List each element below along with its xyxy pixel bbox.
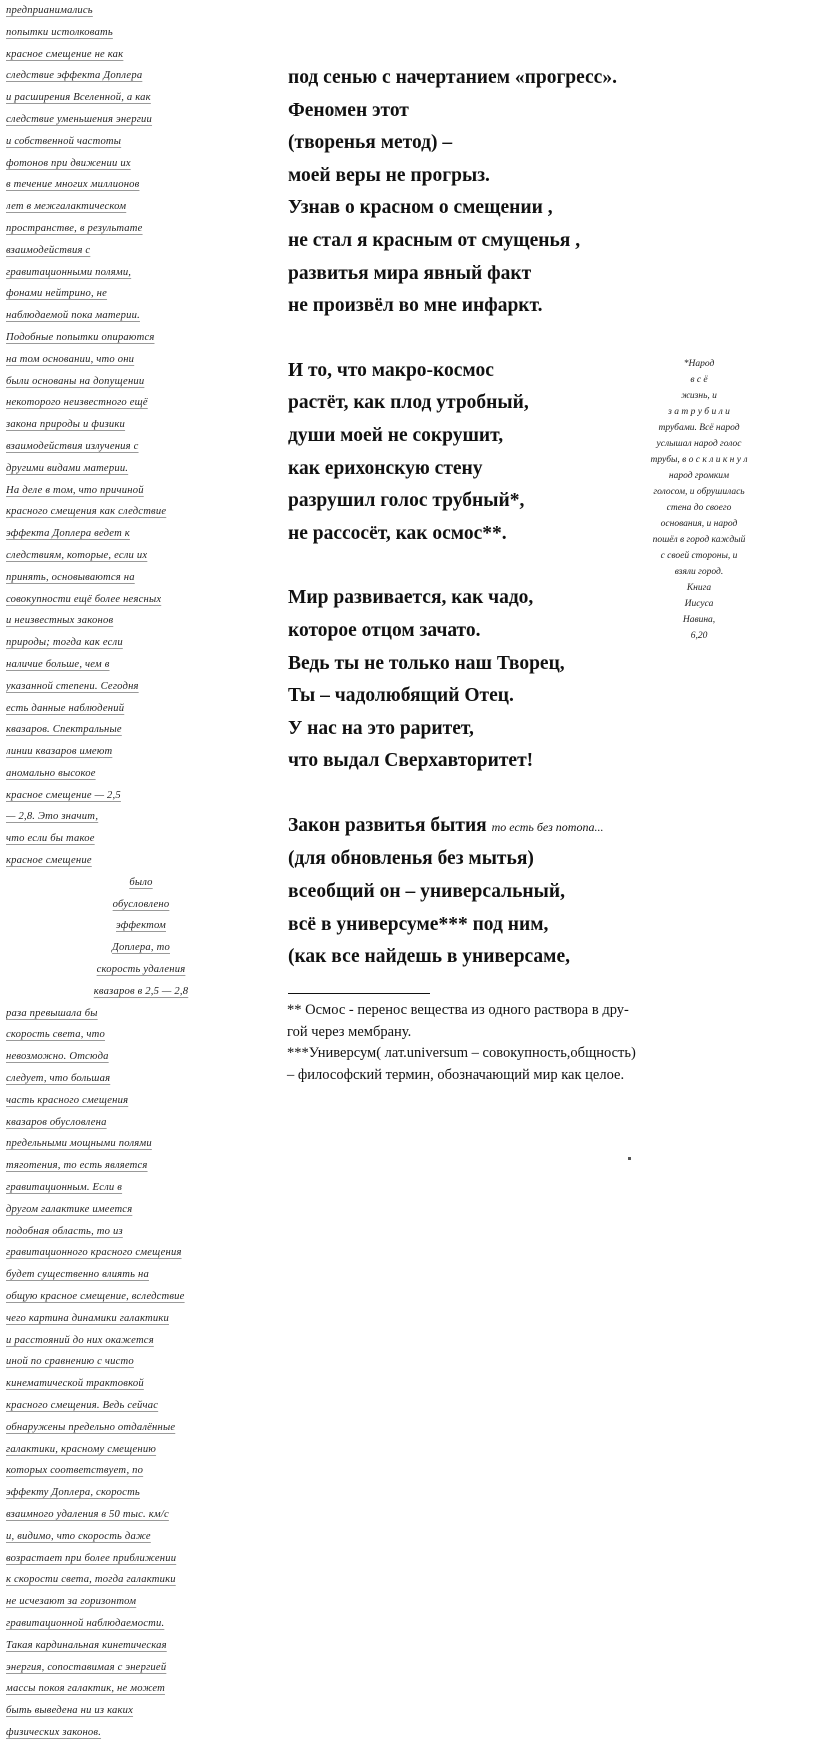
handwritten-line: наблюдаемой пока материи.	[6, 310, 140, 322]
handwritten-line: пространстве, в результате	[6, 222, 143, 234]
poem-line: моей веры не прогрыз.	[288, 164, 490, 186]
handwritten-line: есть данные наблюдений	[6, 702, 125, 714]
circle-note-line: трубами. Всё народ	[658, 423, 740, 433]
poem-line	[288, 810, 728, 844]
handwritten-line: кинематической трактовкой	[6, 1378, 144, 1390]
handwritten-line: которых соответствует, по	[6, 1465, 144, 1477]
handwritten-line: другими видами материи.	[6, 462, 129, 474]
handwritten-line: галактики, красному смещению	[6, 1443, 157, 1455]
handwritten-line: следует, что большая	[6, 1073, 111, 1085]
footnote-line: – философский термин, обозначающий мир как целое.	[287, 1066, 625, 1083]
poem-stanza-1	[288, 62, 728, 323]
handwritten-line: взаимного удаления в 50 тыс. км/с	[6, 1508, 169, 1520]
handwritten-line-tail: то есть без потопа...	[491, 819, 604, 834]
handwritten-line: На деле в том, что причиной	[6, 484, 144, 496]
handwritten-line: совокупности ещё более неясных	[6, 593, 162, 605]
handwritten-line: гравитационной наблюдаемости.	[6, 1617, 165, 1629]
handwritten-line: эффекту Доплера, скорость	[6, 1487, 140, 1499]
handwritten-line: невозможно. Отсюда	[6, 1051, 109, 1063]
footnote-line: ** Осмос - перенос вещества из одного раствора в дру-	[287, 1002, 629, 1018]
handwritten-line: эффектом	[116, 920, 166, 932]
circle-note-line: взяли город.	[674, 567, 724, 577]
handwritten-line: следствиям, которые, если их	[6, 549, 148, 561]
poem-line: всеобщий он – универсальный,	[288, 881, 565, 903]
handwritten-line: Подобные попытки опираются	[6, 331, 155, 343]
handwritten-line: квазаров в 2,5 — 2,8	[93, 985, 189, 997]
circle-note-line: в с ё	[690, 375, 708, 385]
poem-line: И то, что макро-космос	[288, 359, 494, 381]
handwritten-line: иной по сравнению с чисто	[6, 1356, 134, 1368]
poem-line: под сенью с начертанием «прогресс».	[288, 67, 617, 88]
handwritten-line: тяготения, то есть является	[6, 1160, 148, 1172]
handwritten-line: и неизвестных законов	[6, 615, 114, 627]
handwritten-line: быть выведена ни из каких	[6, 1705, 134, 1717]
handwritten-line: красное смещение	[6, 855, 92, 867]
poem-line: не произвёл во мне инфаркт.	[288, 295, 543, 317]
poem-line: не рассосёт, как осмос**.	[288, 522, 507, 544]
poem-line: Узнав о красном о смещении ,	[288, 197, 553, 219]
handwritten-line: квазаров обусловлена	[6, 1116, 107, 1128]
handwritten-line: взаимодействия с	[6, 244, 91, 256]
handwritten-line: будет существенно влиять на	[6, 1269, 149, 1281]
handwritten-line: некоторого неизвестного ещё	[6, 397, 148, 409]
poem-stanza-4	[288, 810, 728, 974]
handwritten-line: — 2,8. Это значит,	[6, 811, 99, 823]
poem-line: души моей не сокрушит,	[288, 424, 504, 446]
handwritten-line: и расширения Вселенной, а как	[6, 92, 151, 104]
handwritten-line: наличие больше, чем в	[6, 658, 110, 670]
footnote-divider	[288, 993, 430, 994]
handwritten-line: следствие эффекта Доплера	[6, 70, 143, 82]
handwritten-line: красное смещение не как	[6, 48, 124, 60]
handwritten-line: чего картина динамики галактики	[6, 1312, 169, 1324]
handwritten-line: не исчезают за горизонтом	[6, 1596, 137, 1608]
handwritten-line: следствие уменьшения энергии	[6, 113, 153, 125]
handwritten-line: массы покоя галактик, не может	[6, 1683, 165, 1695]
circle-note-line: Книга	[686, 583, 712, 593]
handwritten-line: квазаров. Спектральные	[6, 724, 122, 736]
handwritten-line: красное смещение — 2,5	[6, 789, 121, 801]
poem-line: Ты – чадолюбящий Отец.	[288, 685, 514, 707]
poem-line: разрушил голос трубный*,	[288, 490, 525, 512]
poem-line-text: Закон развитья бытия	[288, 814, 487, 836]
circle-note-line: Иисуса	[684, 599, 714, 609]
handwritten-line: линии квазаров имеют	[6, 746, 113, 758]
poem-line: растёт, как плод утробный,	[288, 392, 529, 414]
handwritten-line: попытки истолковать	[6, 26, 113, 38]
circle-note-line: Навина,	[682, 615, 716, 625]
poem-line: не стал я красным от смущенья ,	[288, 229, 581, 251]
handwritten-line: общую красное смещение, вследствие	[6, 1291, 185, 1303]
handwritten-line: принять, основываются на	[6, 571, 135, 583]
handwritten-line: возрастает при более приближении	[6, 1552, 177, 1564]
handwritten-line: лет в межгалактическом	[6, 201, 127, 213]
handwritten-line: подобная область, то из	[6, 1225, 123, 1237]
circle-note-line: трубы, в о с к л и к н у л	[650, 455, 748, 465]
poem-line: всё в универсуме*** под ним,	[288, 913, 549, 935]
handwritten-line: скорость удаления	[96, 964, 186, 976]
handwritten-line: в течение многих миллионов	[6, 179, 140, 191]
handwritten-line: что если бы такое	[6, 833, 95, 845]
poem-line: развитья мира явный факт	[288, 262, 532, 284]
handwritten-line: и, видимо, что скорость даже	[6, 1530, 151, 1542]
poem-line: Феномен этот	[288, 99, 409, 121]
circle-note-line: жизнь, и	[681, 391, 717, 401]
handwritten-line: эффекта Доплера ведет к	[6, 528, 130, 540]
handwritten-line: обнаружены предельно отдалённые	[6, 1421, 176, 1433]
handwritten-line: к скорости света, тогда галактики	[6, 1574, 176, 1586]
poem-line: Ведь ты не только наш Творец,	[288, 652, 565, 674]
poem-line: как ерихонскую стену	[288, 457, 483, 479]
handwritten-line: природы; тогда как если	[6, 637, 123, 649]
handwritten-column	[6, 0, 276, 1738]
footnote-line: ***Универсум( лат.universum – совокупность,общность)	[287, 1045, 636, 1061]
handwritten-line: были основаны на допущении	[6, 375, 145, 387]
handwritten-line: было	[129, 876, 153, 888]
handwritten-line: указанной степени. Сегодня	[6, 680, 139, 692]
poem-line: которое отцом зачато.	[288, 619, 481, 641]
handwritten-line: и собственной частоты	[6, 135, 122, 147]
circle-note-line: 6,20	[690, 631, 708, 641]
poem-line: У нас на это раритет,	[288, 717, 474, 739]
handwritten-line: гравитационными полями,	[6, 266, 132, 278]
footnotes	[287, 1000, 775, 1086]
handwritten-line: на том основании, что они	[6, 353, 135, 365]
poem-line: Мир развивается, как чадо,	[288, 587, 534, 609]
handwritten-line: обусловлено	[112, 898, 170, 910]
handwritten-line: раза превышала бы	[6, 1007, 98, 1019]
poem-line: (как все найдешь в универсаме,	[288, 946, 570, 968]
circle-note-line: услышал народ голос	[656, 439, 742, 449]
circle-note-line: народ громким	[668, 471, 730, 481]
handwritten-line: другом галактике имеется	[6, 1203, 133, 1215]
poem-line: что выдал Сверхавторитет!	[288, 750, 534, 772]
handwritten-line: красного смещения. Ведь сейчас	[6, 1400, 159, 1411]
circle-note-line: *Народ	[683, 359, 715, 369]
circle-note-line: з а т р у б и л и	[668, 407, 730, 417]
handwritten-line: гравитационного красного смещения	[6, 1247, 182, 1259]
poem-line: (творенья метод) –	[288, 132, 453, 154]
handwritten-line: красного смещения как следствие	[6, 506, 167, 518]
handwritten-line: часть красного смещения	[6, 1094, 129, 1106]
handwritten-line: и расстояний до них окажется	[6, 1334, 154, 1346]
handwritten-line: энергия, сопоставимая с энергией	[6, 1661, 167, 1673]
poem-line: (для обновленья без мытья)	[288, 848, 534, 870]
handwritten-line: закона природы и физики	[6, 419, 126, 431]
circle-note-line: пошёл в город каждый	[652, 535, 746, 545]
handwritten-line: скорость света, что	[6, 1029, 106, 1041]
handwritten-line: фотонов при движении их	[6, 157, 131, 169]
handwritten-line: гравитационным. Если в	[6, 1182, 123, 1194]
handwritten-line: предприанимались	[6, 5, 93, 16]
handwritten-line: взаимодействия излучения с	[6, 440, 139, 452]
circle-note-line: основания, и народ	[660, 519, 738, 529]
handwritten-line: фонами нейтрино, не	[6, 288, 108, 300]
circle-note-line: стена до своего	[666, 503, 732, 513]
handwritten-line: Доплера, то	[112, 942, 170, 954]
handwritten-line: физических законов.	[6, 1726, 102, 1738]
handwritten-line: аномально высокое	[6, 767, 96, 779]
circle-note-line: голосом, и обрушилась	[653, 487, 745, 497]
circle-note	[620, 356, 778, 641]
footnote-line: гой через мембрану.	[287, 1023, 412, 1040]
scan-speck	[628, 1157, 631, 1160]
handwritten-line: предельными мощными полями	[6, 1138, 152, 1150]
circle-note-line: с своей стороны, и	[660, 551, 738, 561]
handwritten-line: Такая кардинальная кинетическая	[6, 1639, 167, 1651]
